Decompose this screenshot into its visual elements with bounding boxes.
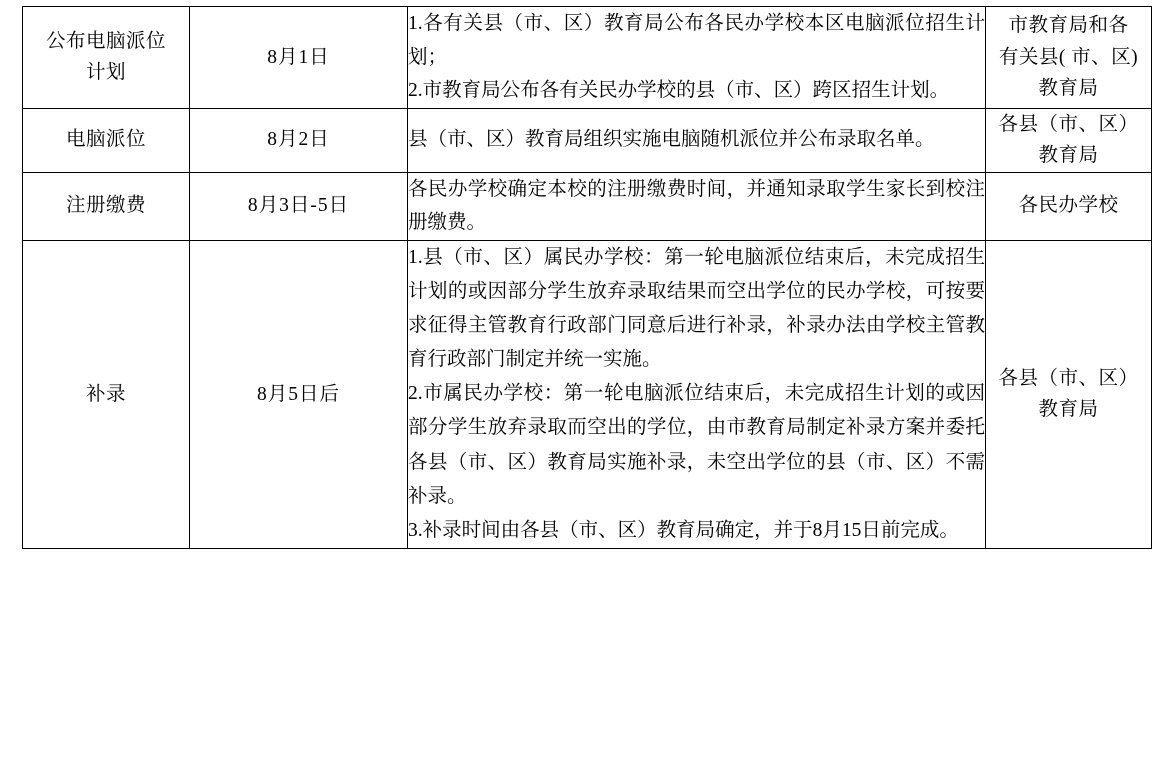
- row-owner-cell: [986, 108, 1152, 172]
- row-owner-line: 各县（市、区）: [998, 367, 1139, 389]
- row-item-cell: [23, 7, 190, 109]
- detail-paragraph: 2.市教育局公布各有关民办学校的县（市、区）跨区招生计划。: [408, 80, 950, 102]
- row-item-line: 公布电脑派位: [45, 30, 166, 52]
- row-owner-line: 教育局: [1038, 145, 1099, 167]
- row-owner-line: 教育局: [1038, 78, 1099, 100]
- table-row: [23, 7, 1152, 109]
- row-date-cell: 8月1日: [190, 7, 408, 109]
- schedule-table: [22, 6, 1152, 549]
- row-item-cell: 补录: [23, 240, 190, 548]
- table-row: [23, 240, 1152, 548]
- detail-paragraph: 1.各有关县（市、区）教育局公布各民办学校本区电脑派位招生计划；: [408, 13, 985, 68]
- row-detail-cell: [408, 108, 986, 172]
- detail-paragraph: 3.补录时间由各县（市、区）教育局确定，并于8月15日前完成。: [408, 519, 959, 541]
- row-date-cell: 8月5日后: [190, 240, 408, 548]
- table-row: [23, 108, 1152, 172]
- row-detail-cell: [408, 7, 986, 109]
- row-item-cell: 电脑派位: [23, 108, 190, 172]
- row-detail-cell: [408, 172, 986, 240]
- row-owner-cell: [986, 240, 1152, 548]
- row-owner-line: 有关县( 市、区): [998, 46, 1139, 68]
- detail-paragraph: 县（市、区）教育局组织实施电脑随机派位并公布录取名单。: [408, 129, 935, 151]
- row-owner-line: 各县（市、区）: [998, 113, 1139, 135]
- row-date-cell: 8月3日-5日: [190, 172, 408, 240]
- row-owner-cell: 各民办学校: [986, 172, 1152, 240]
- row-owner-line: 教育局: [1038, 399, 1099, 421]
- row-owner-line: 市教育局和各: [1008, 14, 1129, 36]
- row-item-line: 计划: [85, 62, 126, 84]
- detail-paragraph: 各民办学校确定本校的注册缴费时间，并通知录取学生家长到校注册缴费。: [408, 178, 985, 234]
- row-date-cell: 8月2日: [190, 108, 408, 172]
- row-item-cell: 注册缴费: [23, 172, 190, 240]
- row-detail-cell: [408, 240, 986, 548]
- table-row: [23, 172, 1152, 240]
- row-owner-cell: [986, 7, 1152, 109]
- detail-paragraph: 2.市属民办学校：第一轮电脑派位结束后，未完成招生计划的或因部分学生放弃录取而空出的学位，由市教育局制定补录方案并委托各县（市、区）教育局实施补录，未空出学位的县（市、区）不需补录。: [408, 383, 985, 507]
- detail-paragraph: 1.县（市、区）属民办学校：第一轮电脑派位结束后，未完成招生计划的或因部分学生放弃录取结果而空出学位的民办学校，可按要求征得主管教育行政部门同意后进行补录，补录办法由学校主管教育行政部门制定并统一实施。: [408, 246, 985, 371]
